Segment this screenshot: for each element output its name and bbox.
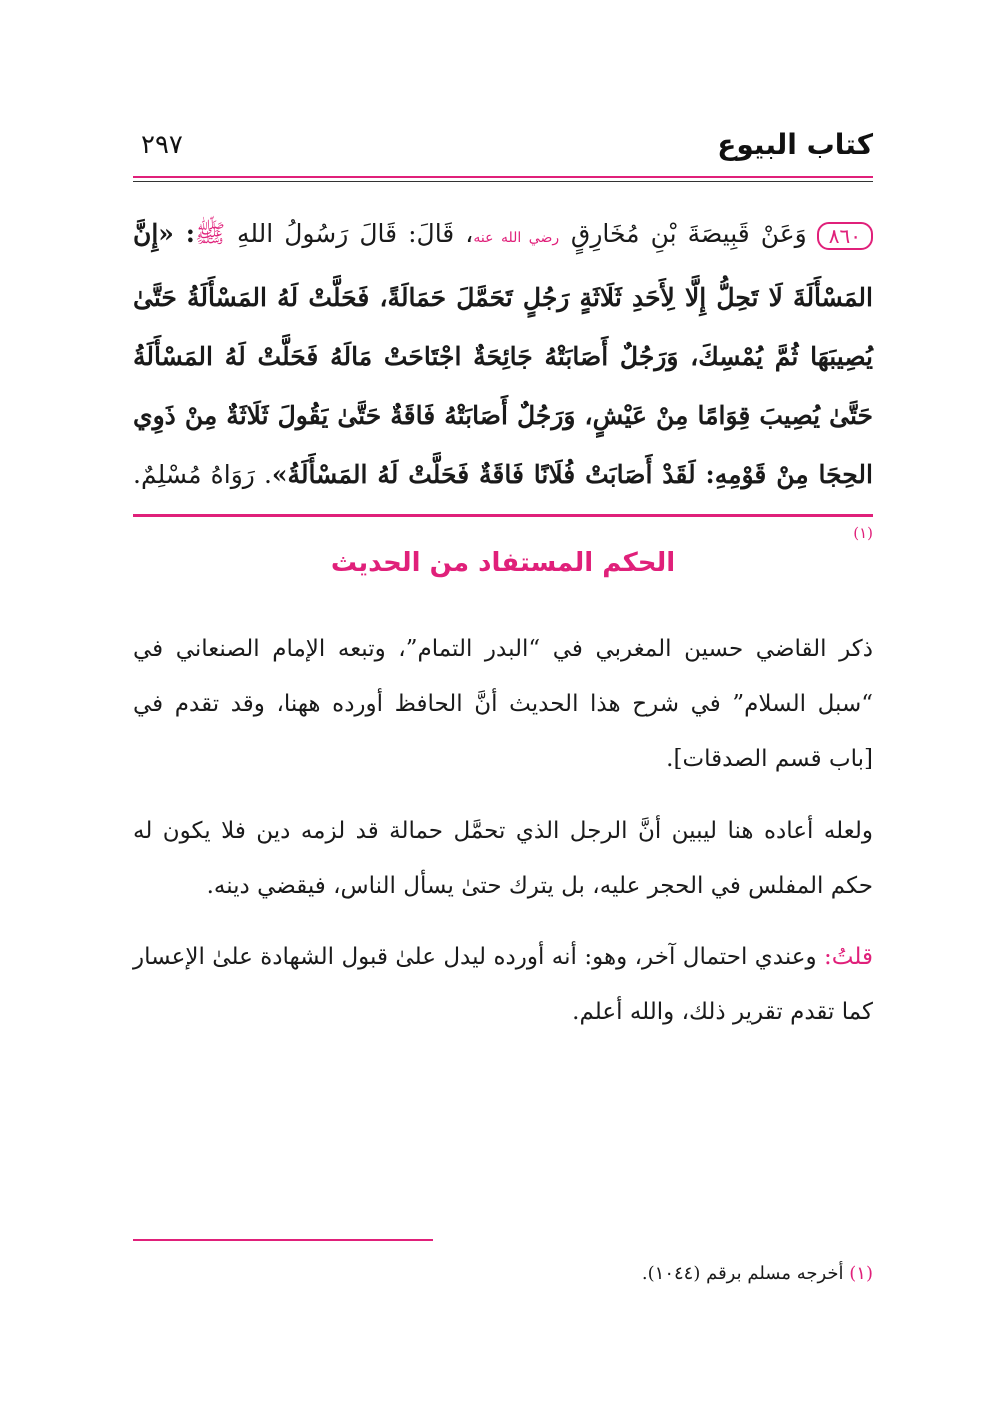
section-divider [133, 514, 873, 517]
paragraph-2: ولعله أعاده هنا ليبين أنَّ الرجل الذي تحمَّل حمالة قد لزمه دين فلا يكون له حكم المفلس في الحجر عليه، بل يترك حتىٰ يسأل الناس، فيقضي دينه. [133, 818, 873, 899]
footnote-text: أخرجه مسلم برقم (١٠٤٤). [641, 1263, 850, 1284]
companion-honorific: رضي الله عنه [473, 230, 560, 246]
footnote-divider [133, 1239, 433, 1241]
page-number: ٢٩٧ [141, 130, 183, 160]
book-title: كتاب البيوع [717, 128, 873, 161]
page-header [133, 120, 873, 168]
paragraph-3 [133, 930, 873, 1040]
section-heading: الحكم المستفاد من الحديث [330, 548, 676, 578]
hadith-intro: وَعَنْ قَبِيصَةَ بْنِ مُخَارِقٍ [570, 219, 807, 248]
hadith-source: . رَوَاهُ مُسْلِمٌ. [133, 460, 272, 489]
prophet-honorific: ﷺ [194, 219, 226, 248]
book-page [133, 120, 873, 1360]
paragraph-3-text: وعندي احتمال آخر، وهو: أنه أورده ليدل علىٰ قبول الشهادة علىٰ الإعسار كما تقدم تقرير ذلك، والله أعلم. [133, 944, 873, 1025]
hadith-text: : «إِنَّ المَسْأَلَةَ لَا تَحِلُّ إِلَّا لِأَحَدِ ثَلَاثَةٍ رَجُلٍ تَحَمَّلَ حَمَالَةً، فَحَلَّتْ لَهُ المَسْأَلَةُ حَتَّىٰ يُصِيبَهَا ثُمَّ يُمْسِكَ، وَرَجُلٌ أَصَابَتْهُ جَائِحَةٌ اجْتَاحَتْ مَالَهُ فَحَلَّتْ لَهُ المَسْأَلَةُ حَتَّىٰ يُصِيبَ قِوَامًا مِنْ عَيْشٍ، وَرَجُلٌ أَصَابَتْهُ فَاقَةٌ حَتَّىٰ يَقُولَ ثَلَاثَةٌ مِنْ ذَوِي الحِجَا مِنْ قَوْمِهِ: لَقَدْ أَصَابَتْ فُلَانًا فَاقَةٌ فَحَلَّتْ لَهُ المَسْأَلَةُ» [133, 219, 873, 489]
header-divider [133, 176, 873, 186]
paragraph-3-label: قلتُ: [824, 944, 873, 970]
paragraph-1: ذكر القاضي حسين المغربي في “البدر التمام”، وتبعه الإمام الصنعاني في “سبل السلام” في شرح هذا الحديث أنَّ الحافظ أورده ههنا، وقد تقدم في [باب قسم الصدقات]. [133, 636, 873, 772]
footnote-number: (١) [849, 1263, 873, 1284]
footnote [133, 1260, 873, 1288]
hadith-number-badge: ٨٦٠ [817, 222, 873, 250]
hadith-footnote-ref[interactable]: (١) [853, 524, 873, 542]
header-divider-accent-line [133, 176, 873, 178]
hadith-said: ، قَالَ: قَالَ رَسُولُ اللهِ [236, 219, 474, 248]
header-divider-dark-line [133, 181, 873, 182]
